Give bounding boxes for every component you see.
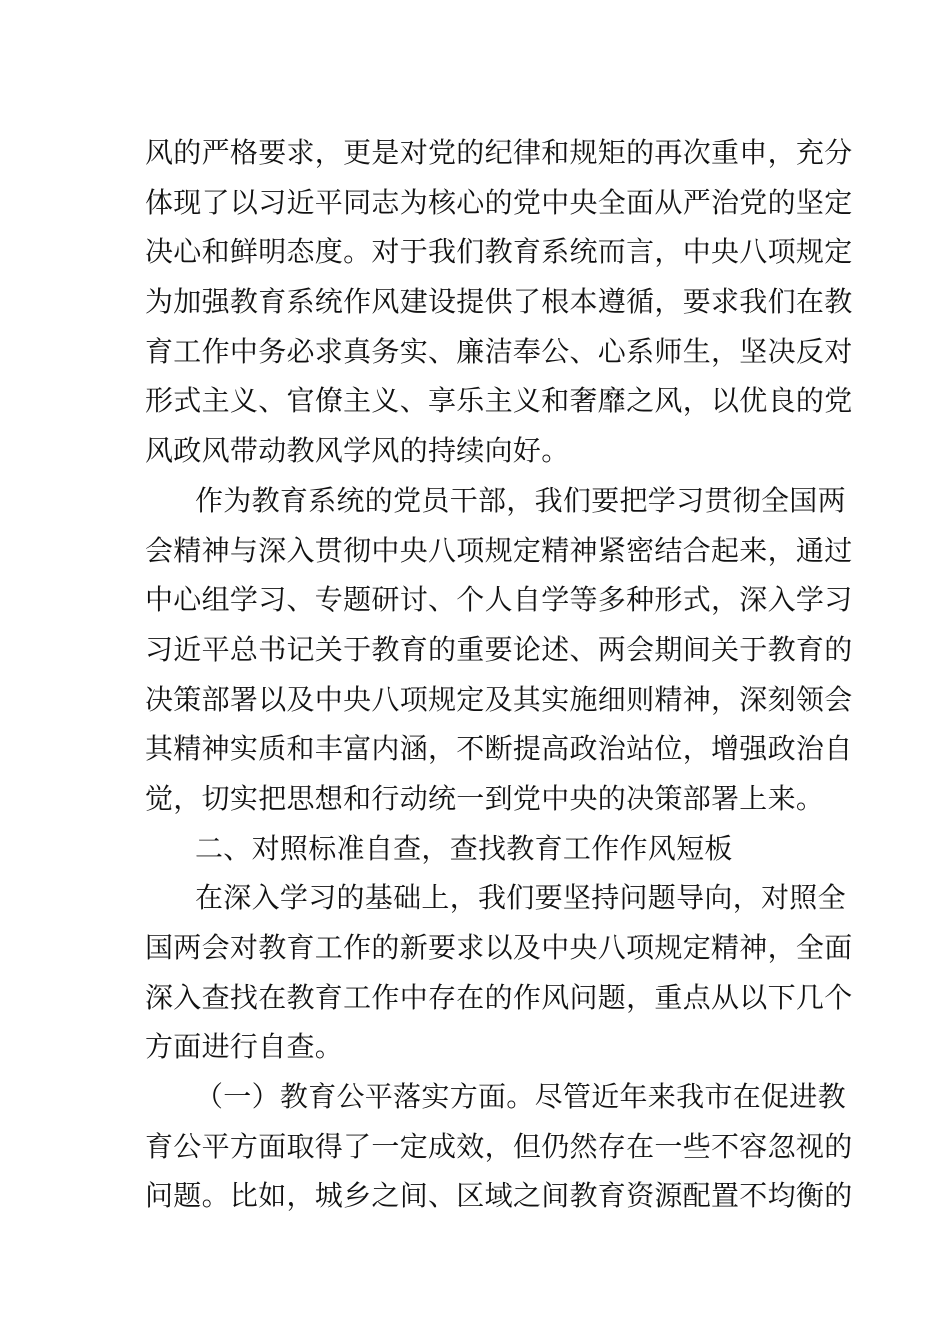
paragraph-line: 作为教育系统的党员干部，我们要把学习贯彻全国两: [195, 483, 846, 517]
paragraph-line: 体现了以习近平同志为核心的党中央全面从严治党的坚定: [145, 185, 853, 219]
paragraph-line: 育公平方面取得了一定成效，但仍然存在一些不容忽视的: [145, 1129, 853, 1163]
paragraph-line: 会精神与深入贯彻中央八项规定精神紧密结合起来，通过: [145, 533, 853, 567]
paragraph-line: 决策部署以及中央八项规定及其实施细则精神，深刻领会: [145, 682, 853, 716]
subsection-heading-line: （一）教育公平落实方面。尽管近年来我市在促进教: [195, 1080, 846, 1114]
paragraph-line: 问题。比如，城乡之间、区域之间教育资源配置不均衡的: [145, 1179, 853, 1213]
paragraph-line: 中心组学习、专题研讨、个人自学等多种形式，深入学习: [145, 583, 853, 617]
paragraph-line: 风的严格要求，更是对党的纪律和规矩的再次重申，充分: [145, 136, 853, 169]
document-body: [145, 128, 853, 1221]
paragraph-line: 国两会对教育工作的新要求以及中央八项规定精神，全面: [145, 931, 853, 964]
section-heading: 二、对照标准自查，查找教育工作作风短板: [195, 831, 733, 865]
paragraph-line: 形式主义、官僚主义、享乐主义和奢靡之风，以优良的党: [145, 384, 853, 418]
paragraph-line: 风政风带动教风学风的持续向好。: [145, 434, 570, 468]
paragraph-line: 觉，切实把思想和行动统一到党中央的决策部署上来。: [145, 781, 825, 815]
paragraph-line: 育工作中务必求真务实、廉洁奉公、心系师生，坚决反对: [145, 334, 853, 368]
paragraph-line: 决心和鲜明态度。对于我们教育系统而言，中央八项规定: [145, 235, 853, 269]
paragraph-line: 其精神实质和丰富内涵，不断提高政治站位，增强政治自: [145, 732, 853, 766]
paragraph-line: 在深入学习的基础上，我们要坚持问题导向，对照全: [195, 881, 846, 915]
paragraph-line: 习近平总书记关于教育的重要论述、两会期间关于教育的: [145, 632, 853, 666]
paragraph-line: 为加强教育系统作风建设提供了根本遵循，要求我们在教: [145, 285, 853, 319]
paragraph-line: 深入查找在教育工作中存在的作风问题，重点从以下几个: [145, 980, 853, 1014]
paragraph-line: 方面进行自查。: [145, 1030, 344, 1064]
